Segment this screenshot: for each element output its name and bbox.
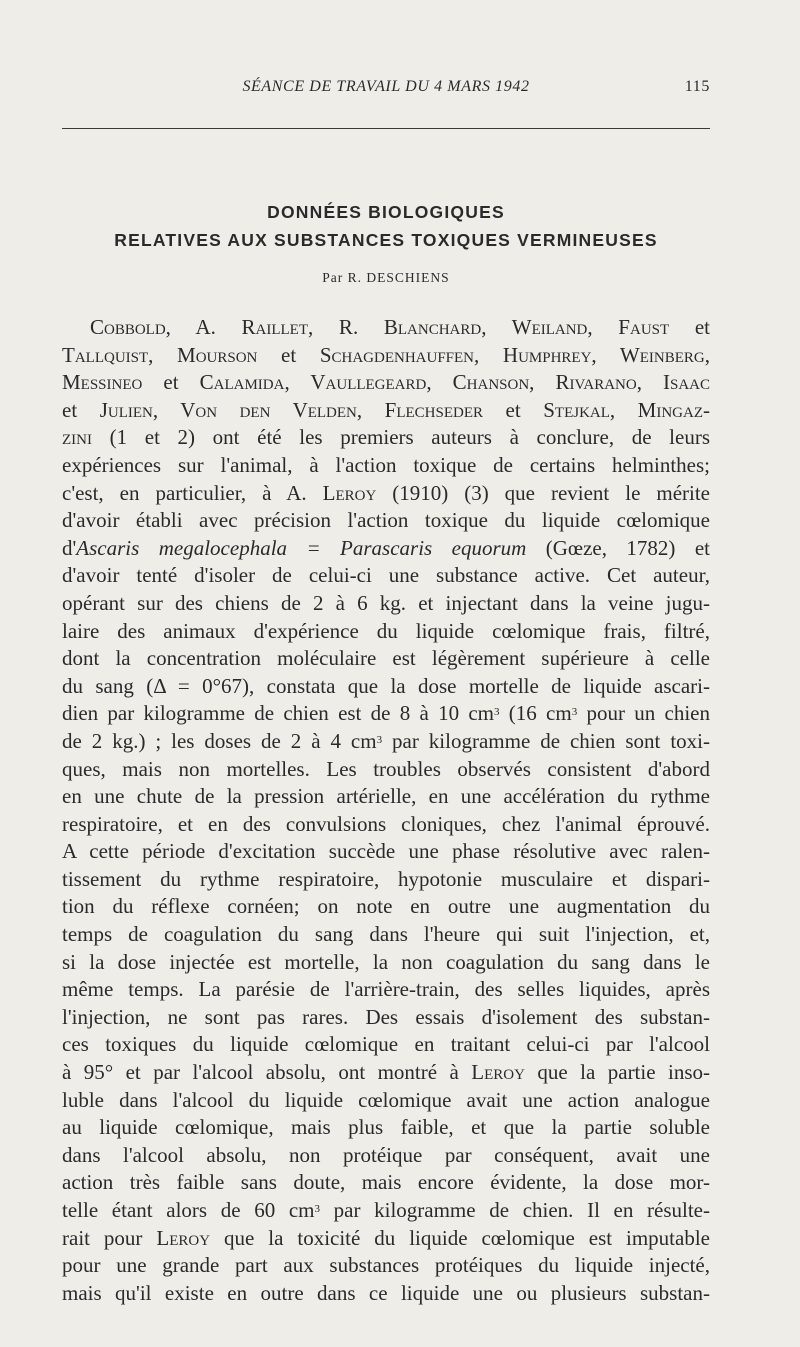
text-line: d'Ascaris megalocephala = Parascaris equorum (Gœze, 1782) et [62, 535, 710, 560]
text-line: du sang (Δ = 0°67), constata que la dose mortelle de liquide ascari- [62, 673, 710, 698]
text-line: A cette période d'excitation succède une phase résolutive avec ralen- [62, 839, 710, 864]
text-line: en une chute de la pression artérielle, en une accélération du rythme [62, 784, 710, 809]
text-line: ces toxiques du liquide cœlomique en traitant celui-ci par l'alcool [62, 1032, 710, 1057]
header-rule [62, 128, 710, 129]
text-line: tissement du rythme respiratoire, hypotonie musculaire et dispari- [62, 866, 710, 891]
text-line: d'avoir tenté d'isoler de celui-ci une substance active. Cet auteur, [62, 563, 710, 588]
text-line: pour une grande part aux substances protéiques du liquide injecté, [62, 1253, 710, 1278]
text-line: luble dans l'alcool du liquide cœlomique avait une action analogue [62, 1087, 710, 1112]
text-line: d'avoir établi avec précision l'action toxique du liquide cœlomique [62, 508, 710, 533]
text-line: Tallquist, Mourson et Schagdenhauffen, Humphrey, Weinberg, [62, 342, 710, 367]
text-line: Cobbold, A. Raillet, R. Blanchard, Weiland, Faust et [90, 315, 710, 339]
text-line: temps de coagulation du sang dans l'heure qui suit l'injection, et, [62, 922, 710, 947]
running-title: SÉANCE DE TRAVAIL DU 4 MARS 1942 [242, 78, 530, 95]
text-line: ques, mais non mortelles. Les troubles observés consistent d'abord [62, 756, 710, 781]
text-line: rait pour Leroy que la toxicité du liquide cœlomique est imputable [62, 1225, 710, 1250]
text-line: si la dose injectée est mortelle, la non coagulation du sang dans le [62, 949, 710, 974]
text-line: et Julien, Von den Velden, Flechseder et Stejkal, Mingaz- [62, 397, 710, 422]
text-line: Messineo et Calamida, Vaullegeard, Chanson, Rivarano, Isaac [62, 370, 710, 395]
text-line: même temps. La parésie de l'arrière-train, des selles liquides, après [62, 977, 710, 1002]
text-line: l'injection, ne sont pas rares. Des essais d'isolement des substan- [62, 1004, 710, 1029]
text-line: zini (1 et 2) ont été les premiers auteurs à conclure, de leurs [62, 425, 710, 450]
text-line: au liquide cœlomique, mais plus faible, et que la partie soluble [62, 1115, 710, 1140]
text-line: mais qu'il existe en outre dans ce liquide une ou plusieurs substan- [62, 1280, 710, 1305]
running-head [62, 78, 710, 102]
text-line: tion du réflexe cornéen; on note en outre une augmentation du [62, 894, 710, 919]
text-line: respiratoire, et en des convulsions cloniques, chez l'animal éprouvé. [62, 811, 710, 836]
article-body [62, 314, 710, 1307]
article-title [62, 198, 710, 254]
text-line: dans l'alcool absolu, non protéique par conséquent, avait une [62, 1142, 710, 1167]
text-line: action très faible sans doute, mais encore évidente, la dose mor- [62, 1170, 710, 1195]
text-line: expériences sur l'animal, à l'action toxique de certains helminthes; [62, 452, 710, 477]
text-line: telle étant alors de 60 $cm^3$ par kilogramme de chien. Il en résulte- [62, 1198, 710, 1222]
text-line: dien par kilogramme de chien est de 8 à 10 $cm^3$ (16 $cm^3$ pour un chien [62, 701, 710, 726]
text-line: de 2 kg.) ; les doses de 2 à 4 $cm^3$ par kilogramme de chien sont toxi- [62, 728, 710, 753]
text-line: opérant sur des chiens de 2 à 6 kg. et injectant dans la veine jugu- [62, 590, 710, 615]
title-line-2: RELATIVES AUX SUBSTANCES TOXIQUES VERMINEUSES [114, 230, 658, 250]
text-line: dont la concentration moléculaire est légèrement supérieure à celle [62, 646, 710, 671]
text-line: à 95° et par l'alcool absolu, ont montré à Leroy que la partie inso- [62, 1060, 710, 1085]
title-line-1: DONNÉES BIOLOGIQUES [267, 202, 505, 222]
text-line: laire des animaux d'expérience du liquide cœlomique frais, filtré, [62, 618, 710, 643]
page-number: 115 [684, 78, 710, 95]
text-line: c'est, en particulier, à A. Leroy (1910) (3) que revient le mérite [62, 480, 710, 505]
article-byline: Par R. DESCHIENS [322, 270, 450, 285]
